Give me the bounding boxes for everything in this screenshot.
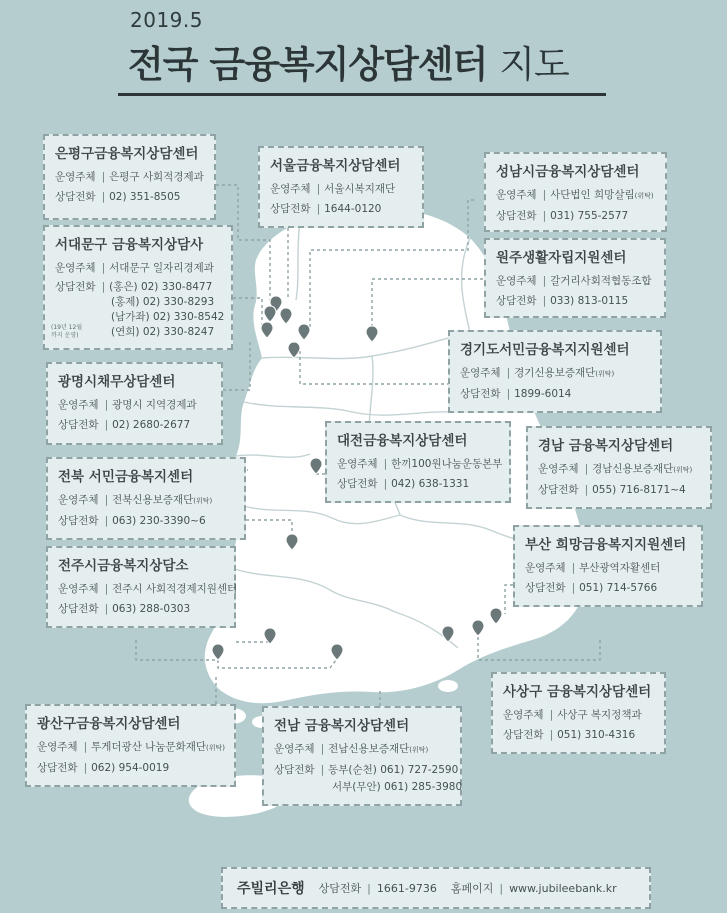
operator-value: 전남신용보증재단 [328,743,410,755]
phone-value: 1899-6014 [514,388,572,400]
divider: | [316,183,321,195]
center-name: 사상구 금융복지상담센터 [503,684,652,700]
divider: | [104,583,109,595]
phone-label: 상담전화 [270,203,311,215]
page-title [128,34,569,88]
operator-note: (위탁) [409,746,429,754]
divider: | [542,210,547,222]
center-name: 서울금융복지상담센터 [270,158,401,174]
divider: | [367,881,371,895]
year-label: 2019.5 [130,8,203,32]
divider: | [584,463,589,475]
page-header [0,0,727,110]
divider: | [320,764,325,776]
operator-label: 운영주체 [503,709,544,721]
phone-line [55,187,204,207]
phone-label: 상담전화 [337,478,378,490]
center-name: 광산구금융복지상담센터 [37,716,181,732]
operator-label: 운영주체 [460,367,501,379]
footer-contact [221,867,651,909]
center-card-gwangmyeong [46,362,223,445]
center-card-gyeonggi [448,330,662,413]
center-card-eunpyeong [43,134,216,220]
operator-label: 운영주체 [58,494,99,506]
phone-label: 상담전화 [460,388,501,400]
center-name: 원주생활자립지원센터 [496,250,627,266]
operator-label: 운영주체 [337,458,378,470]
operator-line [337,454,503,474]
divider: | [499,881,504,895]
operator-value: 사상구 복지정책과 [557,709,642,721]
operator-label: 운영주체 [496,275,537,287]
phone-line [58,599,224,619]
divider: | [101,262,106,274]
footer-phone: 1661-9736 [376,881,437,895]
divider: | [506,367,511,379]
center-name: 서대문구 금융복지상담사 [55,237,204,253]
divider: | [383,478,388,490]
center-card-daejeon [325,421,511,503]
center-name: 전주시금융복지상담소 [58,558,189,574]
operator-value: 부산광역자활센터 [579,562,661,574]
phone-value: 033) 813-0115 [550,295,629,307]
phone-value: (남가좌) 02) 330-8542 [111,311,225,323]
operator-line [496,271,654,291]
center-name: 대전금융복지상담센터 [337,433,468,449]
note-line: (19년 12월 [51,324,83,331]
operator-note: (위탁) [673,466,693,474]
center-name: 경남 금융복지상담센터 [538,438,674,454]
operator-value: 전북신용보증재단 [112,494,194,506]
divider: | [83,762,88,774]
phone-label: 상담전화 [37,762,78,774]
title-bold: 전국 금융복지상담센터 [128,43,488,86]
phone-line [496,206,655,226]
operator-line [525,558,691,578]
operator-label: 운영주체 [55,262,96,274]
phone-value: (홍제) 02) 330-8293 [111,296,215,308]
phone-label: 상담전화 [55,281,96,293]
divider: | [549,729,554,741]
phone-line [503,725,654,745]
divider: | [542,275,547,287]
divider: | [542,295,547,307]
operator-line [496,185,655,206]
phone-label: 상담전화 [58,515,99,527]
phone-value: 055) 716-8171~4 [592,484,686,496]
operator-value: 서울시복지재단 [324,183,396,195]
operator-note: (위탁) [634,192,654,200]
operator-label: 운영주체 [37,741,78,753]
operator-label: 운영주체 [274,743,315,755]
operator-value: 사단법인 희망살림 [550,189,635,201]
operator-label: 운영주체 [538,463,579,475]
divider: | [104,399,109,411]
operator-note: (위탁) [206,744,226,752]
phone-line [274,760,459,780]
center-name: 전북 서민금융복지센터 [58,469,194,485]
phone-line [460,384,650,404]
phone-line [496,291,654,311]
divider: | [506,388,511,400]
phone-value: 062) 954-0019 [91,762,170,774]
phone-line [58,511,234,531]
phone-value: 051) 310-4316 [557,729,636,741]
operator-note: (위탁) [193,497,213,505]
center-card-gyeongnam [526,426,712,509]
phone-line [538,480,700,500]
phone-value: 1644-0120 [324,203,382,215]
center-card-seoul [258,146,424,228]
operator-value: 광명시 지역경제과 [112,399,197,411]
divider: | [101,191,106,203]
divider: | [542,189,547,201]
operator-value: 은평구 사회적경제과 [109,171,204,183]
footer-web-link[interactable]: www.jubileebank.kr [509,881,617,895]
phone-line [55,280,221,295]
phone-value-2: 서부(무안) 061) 285-3980 [332,781,463,793]
phone-line [58,415,211,435]
operator-line [274,739,450,760]
bank-name: 주빌리은행 [237,881,305,897]
operator-value: 투게더광산 나눔문화재단 [91,741,207,753]
phone-value: 063) 288-0303 [112,603,191,615]
operator-value: 서대문구 일자리경제과 [109,262,214,274]
center-card-gwangsan [25,704,236,787]
phone-value: 051) 714-5766 [579,582,658,594]
operator-line [460,363,650,384]
operator-line [538,459,700,480]
phone-value: 동부(순천) 061) 727-2590 [328,764,459,776]
operator-note: (위탁) [595,370,615,378]
operation-note [51,324,82,340]
operator-value: 갈거리사회적협동조합 [550,275,652,287]
phone-label: 상담전화 [274,764,315,776]
operator-line [55,167,204,187]
operator-line [503,705,654,725]
phone-label: 상담전화 [525,582,566,594]
operator-line [58,490,234,511]
center-card-jeonbuk [46,457,246,540]
phone-label: 상담전화 [496,295,537,307]
divider: | [316,203,321,215]
center-card-seongnam [484,152,667,232]
phone-label: 상담전화 [496,210,537,222]
footer-phone-label: 상담전화 [318,882,362,895]
center-name: 성남시금융복지상담센터 [496,164,640,180]
divider: | [549,709,554,721]
operator-line [270,179,412,199]
phone-value: (연희) 02) 330-8247 [111,326,215,338]
note-line: 까지 운영) [51,332,79,339]
phone-value: 063) 230-3390~6 [112,515,206,527]
divider: | [101,171,106,183]
operator-value: 전주시 사회적경제지원센터 [112,583,238,595]
phone-label: 상담전화 [58,603,99,615]
center-card-jeonnam [262,706,462,806]
phone-label: 상담전화 [58,419,99,431]
footer-web-label: 홈페이지 [450,882,494,895]
operator-value: 경기신용보증재단 [514,367,596,379]
phone-line [270,199,412,219]
operator-label: 운영주체 [270,183,311,195]
operator-label: 운영주체 [496,189,537,201]
divider: | [104,603,109,615]
center-name: 경기도서민금융복지지원센터 [460,342,630,358]
center-card-jeonju [46,546,236,628]
divider: | [83,741,88,753]
phone-line [525,578,691,598]
operator-line [58,395,211,415]
operator-line [55,258,221,278]
divider: | [584,484,589,496]
divider: | [320,743,325,755]
divider: | [571,562,576,574]
operator-line [58,579,238,599]
phone-line [37,758,224,778]
center-name: 광명시채무상담센터 [58,374,176,390]
phone-label: 상담전화 [503,729,544,741]
center-card-busan [513,525,703,607]
operator-line [37,737,224,758]
center-card-seodaemun [43,225,233,350]
phone-value: 02) 2680-2677 [112,419,191,431]
divider: | [104,419,109,431]
phone-value: 02) 351-8505 [109,191,181,203]
operator-label: 운영주체 [525,562,566,574]
center-card-sasang [491,672,666,754]
phone-line [337,474,499,494]
divider: | [104,515,109,527]
island [438,680,458,692]
operator-value: 경남신용보증재단 [592,463,674,475]
phone-value: (홍은) 02) 330-8477 [109,281,213,293]
operator-label: 운영주체 [58,399,99,411]
phone-value: 042) 638-1331 [391,478,470,490]
phone-value: 031) 755-2577 [550,210,629,222]
phone-label: 상담전화 [538,484,579,496]
center-name: 전남 금융복지상담센터 [274,718,410,734]
divider: | [383,458,388,470]
phone-label: 상담전화 [55,191,96,203]
center-card-wonju [484,238,666,318]
title-underline [118,93,606,96]
center-name: 부산 희망금융복지지원센터 [525,537,687,553]
operator-value: 한끼100원나눔운동본부 [391,458,503,470]
center-name: 은평구금융복지상담센터 [55,146,199,162]
divider: | [104,494,109,506]
title-light: 지도 [499,43,569,86]
operator-label: 운영주체 [58,583,99,595]
divider: | [101,281,106,293]
divider: | [571,582,576,594]
operator-label: 운영주체 [55,171,96,183]
